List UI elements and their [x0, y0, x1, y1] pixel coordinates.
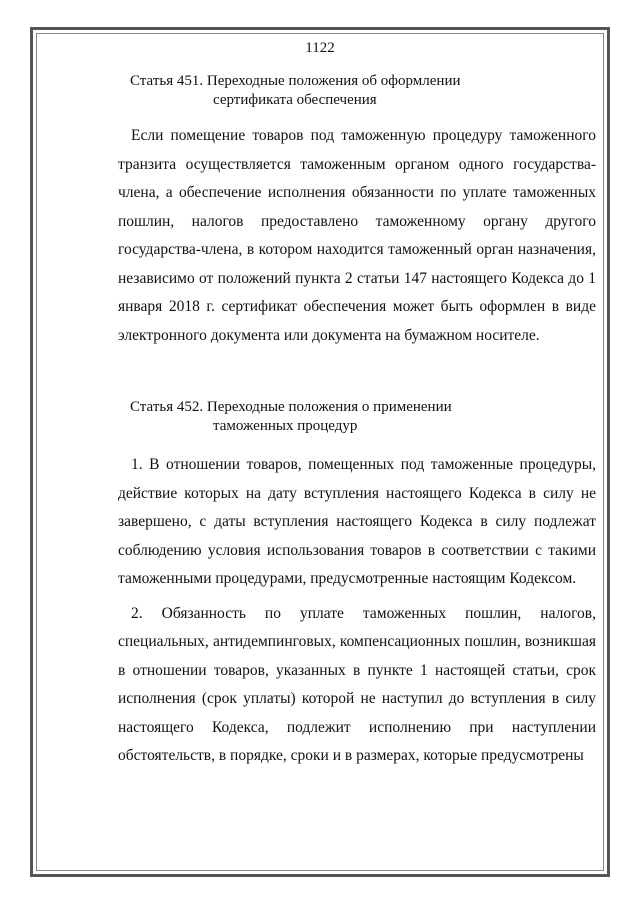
- article-452-body: [118, 451, 596, 771]
- page-number: 1122: [305, 40, 335, 56]
- article-452-paragraph-2: 2. Обязанность по уплате таможенных пошлин, налогов, специальных, антидемпинговых, компенсационных пошлин, возникшая в отношении товаров, указанных в пункте 1 настоящей статьи, срок исполнения (срок уплаты) которой не наступил до вступления в силу настоящего Кодекса, подлежит исполнению при наступлении обстоятельств, в порядке, сроки и в размерах, которые предусмотрены: [118, 604, 596, 764]
- article-451-heading: [130, 72, 461, 110]
- article-451-body: [118, 122, 596, 350]
- article-452-heading-line2: таможенных процедур: [213, 418, 358, 434]
- article-451-heading-line2: сертификата обеспечения: [213, 92, 377, 108]
- article-451-paragraph: Если помещение товаров под таможенную процедуру таможенного транзита осуществляется таможенным органом одного государства-члена, а обеспечение исполнения обязанности по уплате таможенных пошлин, налогов предоставлено таможенному органу другого государства-члена, в котором находится таможенный орган назначения, независимо от положений пункта 2 статьи 147 настоящего Кодекса до 1 января 2018 г. сертификат обеспечения может быть оформлен в виде электронного документа или документа на бумажном носителе.: [118, 127, 596, 344]
- article-452-heading: [130, 398, 452, 436]
- article-452-heading-line1: Статья 452. Переходные положения о применении: [130, 399, 452, 415]
- article-452-paragraph-1: 1. В отношении товаров, помещенных под таможенные процедуры, действие которых на дату вступления настоящего Кодекса в силу не завершено, с даты вступления настоящего Кодекса в силу подлежат соблюдению условия использования товаров в соответствии с такими таможенными процедурами, предусмотренные настоящим Кодексом.: [118, 456, 596, 587]
- article-451-heading-line1: Статья 451. Переходные положения об оформлении: [130, 73, 461, 89]
